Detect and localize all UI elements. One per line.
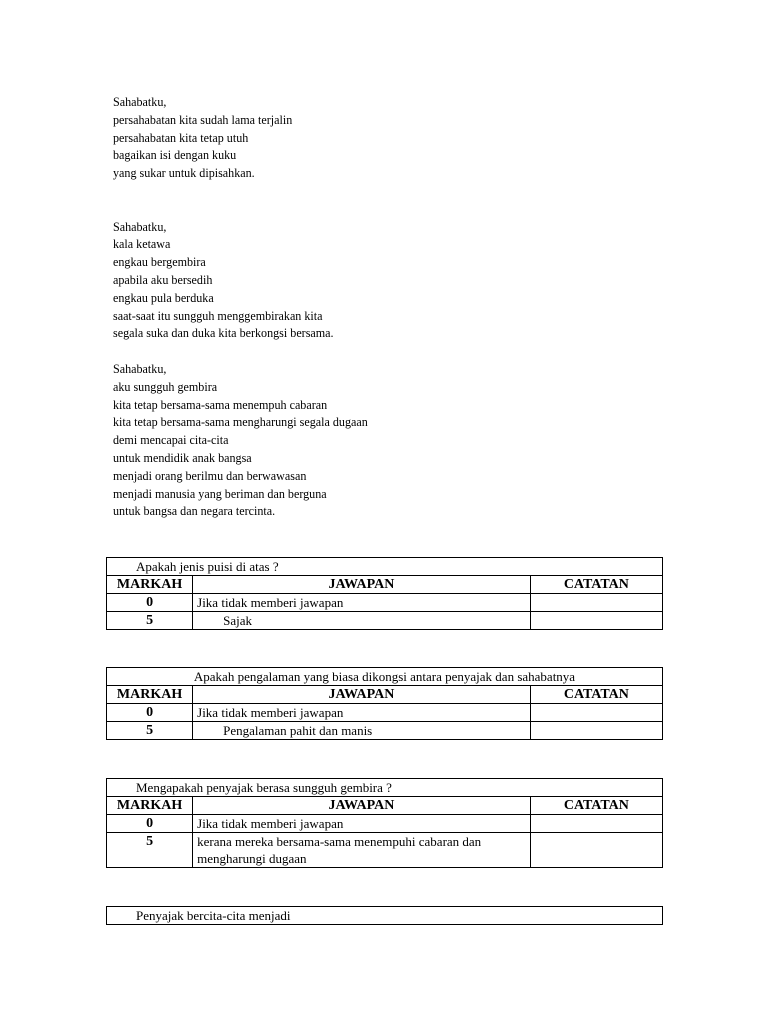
table-row bbox=[107, 594, 663, 612]
question-text: Apakah jenis puisi di atas ? bbox=[107, 558, 663, 576]
header-jawapan: JAWAPAN bbox=[193, 576, 531, 594]
poem-line: engkau bergembira bbox=[113, 254, 206, 270]
table-row bbox=[107, 612, 663, 630]
header-markah: MARKAH bbox=[107, 576, 193, 594]
poem-line: kita tetap bersama-sama menempuh cabaran bbox=[113, 396, 328, 412]
poem-line: persahabatan kita sudah lama terjalin bbox=[113, 111, 293, 127]
question-text: Apakah pengalaman yang biasa dikongsi antara penyajak dan sahabatnya bbox=[107, 668, 663, 686]
poem-line: demi mencapai cita-cita bbox=[113, 432, 229, 448]
header-catatan: CATATAN bbox=[530, 686, 662, 704]
poem-line: bagaikan isi dengan kuku bbox=[113, 147, 237, 163]
markah-cell: 0 bbox=[107, 815, 193, 833]
poem-line: kita tetap bersama-sama mengharungi segala dugaan bbox=[113, 414, 368, 430]
markah-cell: 5 bbox=[107, 833, 193, 868]
table-row bbox=[107, 815, 663, 833]
poem-line: persahabatan kita tetap utuh bbox=[113, 129, 249, 145]
poem-stanza-1 bbox=[113, 93, 368, 182]
poem-line: untuk bangsa dan negara tercinta. bbox=[113, 503, 276, 519]
table-row bbox=[107, 722, 663, 740]
table-row bbox=[107, 704, 663, 722]
catatan-cell bbox=[530, 815, 662, 833]
question-text: Mengapakah penyajak berasa sungguh gembira ? bbox=[107, 779, 663, 797]
table-row bbox=[107, 833, 663, 868]
header-catatan: CATATAN bbox=[530, 797, 662, 815]
catatan-cell bbox=[530, 704, 662, 722]
question-table-1 bbox=[106, 557, 663, 630]
jawapan-cell: Sajak bbox=[193, 612, 531, 630]
poem-line: segala suka dan duka kita berkongsi bersama. bbox=[113, 325, 334, 341]
poem-stanza-2 bbox=[113, 218, 368, 343]
poem-line: aku sungguh gembira bbox=[113, 378, 218, 394]
header-jawapan: JAWAPAN bbox=[193, 797, 531, 815]
jawapan-cell: Jika tidak memberi jawapan bbox=[193, 815, 531, 833]
catatan-cell bbox=[530, 722, 662, 740]
poem-line: menjadi manusia yang beriman dan berguna bbox=[113, 485, 327, 501]
poem-line: menjadi orang berilmu dan berwawasan bbox=[113, 467, 307, 483]
markah-cell: 5 bbox=[107, 612, 193, 630]
markah-cell: 0 bbox=[107, 594, 193, 612]
question-text: Penyajak bercita-cita menjadi bbox=[107, 907, 663, 925]
poem-line: saat-saat itu sungguh menggembirakan kita bbox=[113, 307, 323, 323]
catatan-cell bbox=[530, 833, 662, 868]
poem-line: yang sukar untuk dipisahkan. bbox=[113, 165, 255, 181]
header-markah: MARKAH bbox=[107, 797, 193, 815]
poem-line: Sahabatku, bbox=[113, 94, 167, 109]
poem-line: apabila aku bersedih bbox=[113, 271, 213, 287]
jawapan-cell: Jika tidak memberi jawapan bbox=[193, 594, 531, 612]
poem bbox=[113, 93, 368, 520]
jawapan-cell: Jika tidak memberi jawapan bbox=[193, 704, 531, 722]
question-table-4 bbox=[106, 906, 663, 925]
markah-cell: 5 bbox=[107, 722, 193, 740]
jawapan-cell: Pengalaman pahit dan manis bbox=[193, 722, 531, 740]
poem-line: kala ketawa bbox=[113, 236, 171, 252]
catatan-cell bbox=[530, 594, 662, 612]
poem-line: engkau pula berduka bbox=[113, 289, 214, 305]
poem-line: untuk mendidik anak bangsa bbox=[113, 449, 252, 465]
header-jawapan: JAWAPAN bbox=[193, 686, 531, 704]
poem-stanza-3 bbox=[113, 360, 368, 520]
header-markah: MARKAH bbox=[107, 686, 193, 704]
poem-line: Sahabatku, bbox=[113, 218, 167, 234]
question-table-3 bbox=[106, 778, 663, 868]
header-catatan: CATATAN bbox=[530, 576, 662, 594]
question-table-2 bbox=[106, 667, 663, 740]
markah-cell: 0 bbox=[107, 704, 193, 722]
jawapan-cell: kerana mereka bersama-sama menempuhi cabaran dan mengharungi dugaan bbox=[193, 833, 531, 868]
poem-line: Sahabatku, bbox=[113, 360, 167, 376]
catatan-cell bbox=[530, 612, 662, 630]
